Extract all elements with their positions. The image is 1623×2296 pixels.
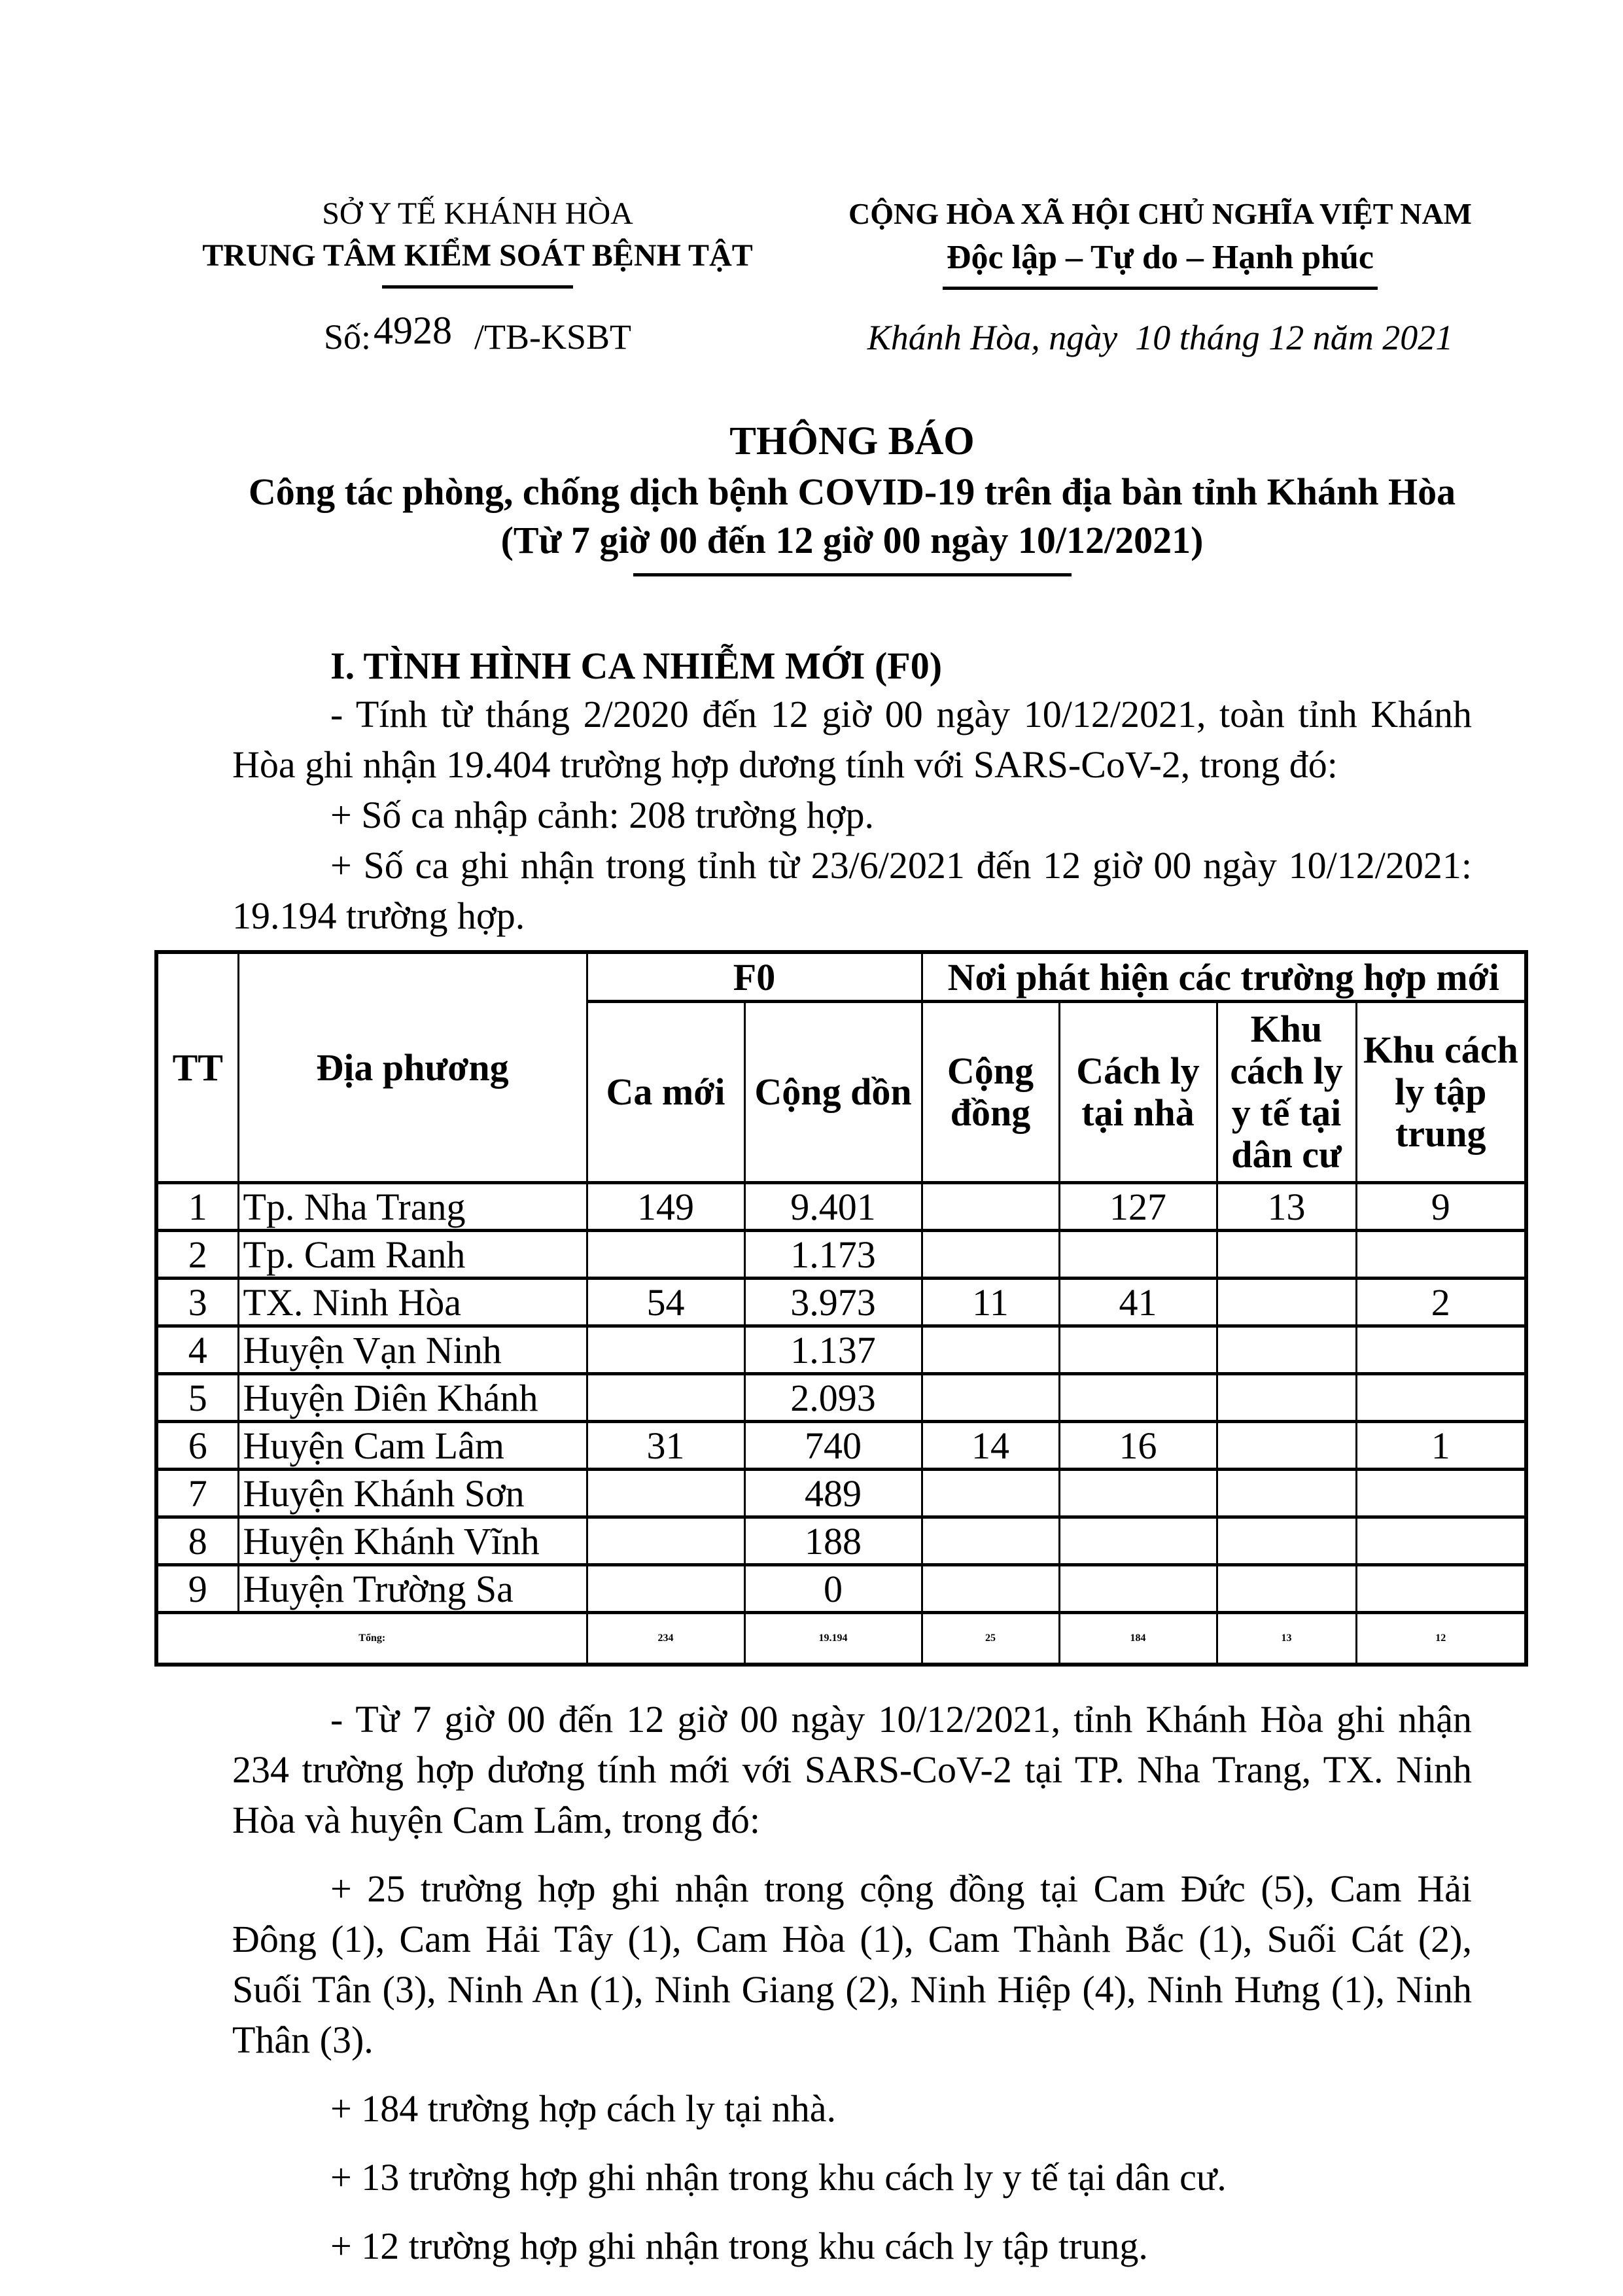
cell-medical-quarantine xyxy=(1217,1470,1356,1517)
national-header-block xyxy=(809,195,1512,359)
cell-medical-quarantine xyxy=(1217,1326,1356,1374)
cell-new-cases xyxy=(587,1470,744,1517)
column-group-location: Nơi phát hiện các trường hợp mới xyxy=(922,952,1526,1002)
motto-underline xyxy=(943,287,1378,290)
document-number-suffix: /TB-KSBT xyxy=(474,317,632,357)
cell-tt: 4 xyxy=(156,1326,238,1374)
cell-cumulative: 740 xyxy=(744,1422,922,1470)
paragraph: + 25 trường hợp ghi nhận trong cộng đồng tại Cam Đức (5), Cam Hải Đông (1), Cam Hải Tây (1), Cam Hòa (1), Cam Thành Bắc (1), Suối Cát (2), Suối Tân (3), Ninh An (1), Ninh Giang (2), Ninh Hiệp (4), Ninh Hưng (1), Ninh Thân (3). xyxy=(232,1867,1472,2061)
cell-new-cases xyxy=(587,1517,744,1565)
place-date-line: Khánh Hòa, ngày 10 tháng 12 năm 2021 xyxy=(867,318,1454,357)
column-header-tt: TT xyxy=(156,952,238,1183)
paragraph: - Từ 7 giờ 00 đến 12 giờ 00 ngày 10/12/2021, tỉnh Khánh Hòa ghi nhận 234 trường hợp dương tính mới với SARS-CoV-2 tại TP. Nha Trang, TX. Ninh Hòa và huyện Cam Lâm, trong đó: xyxy=(232,1698,1472,1841)
document-number-prefix: Số: xyxy=(323,317,371,357)
total-centralized-quarantine: 12 xyxy=(1356,1613,1526,1665)
cell-centralized-quarantine: 1 xyxy=(1356,1422,1526,1470)
cell-tt: 3 xyxy=(156,1279,238,1326)
cell-medical-quarantine xyxy=(1217,1374,1356,1422)
cell-new-cases: 31 xyxy=(587,1422,744,1470)
cell-centralized-quarantine xyxy=(1356,1326,1526,1374)
cell-community xyxy=(922,1470,1059,1517)
table-row xyxy=(156,1470,1526,1517)
cell-district: Huyện Khánh Sơn xyxy=(238,1470,587,1517)
cell-home-quarantine xyxy=(1059,1565,1217,1613)
cell-centralized-quarantine xyxy=(1356,1470,1526,1517)
cell-centralized-quarantine xyxy=(1356,1231,1526,1279)
covid-cases-table xyxy=(154,950,1528,1667)
section-body xyxy=(232,689,1472,941)
total-home-quarantine: 184 xyxy=(1059,1613,1217,1665)
total-community: 25 xyxy=(922,1613,1059,1665)
cell-tt: 8 xyxy=(156,1517,238,1565)
cell-cumulative: 2.093 xyxy=(744,1374,922,1422)
cell-centralized-quarantine xyxy=(1356,1565,1526,1613)
cell-new-cases xyxy=(587,1374,744,1422)
cell-community: 11 xyxy=(922,1279,1059,1326)
table-row xyxy=(156,1374,1526,1422)
document-header xyxy=(0,0,1623,359)
agency-underline xyxy=(382,285,573,289)
paragraph: + 13 trường hợp ghi nhận trong khu cách ly y tế tại dân cư. xyxy=(330,2156,1227,2199)
document-title-block xyxy=(232,419,1472,576)
table-row xyxy=(156,1517,1526,1565)
after-table-body xyxy=(232,1694,1472,2271)
cell-home-quarantine xyxy=(1059,1326,1217,1374)
parent-agency-name: SỞ Y TẾ KHÁNH HÒA xyxy=(322,196,633,231)
cell-district: Huyện Diên Khánh xyxy=(238,1374,587,1422)
document-number-line xyxy=(157,309,798,359)
issuing-agency-block xyxy=(157,195,798,359)
column-header-community: Cộng đồng xyxy=(922,1002,1059,1183)
title-underline xyxy=(633,573,1072,576)
cell-new-cases: 149 xyxy=(587,1183,744,1231)
cell-new-cases xyxy=(587,1231,744,1279)
table-body xyxy=(156,1183,1526,1613)
cell-home-quarantine: 127 xyxy=(1059,1183,1217,1231)
table-row xyxy=(156,1279,1526,1326)
table-total-row xyxy=(156,1613,1526,1665)
column-header-home-quarantine: Cách ly tại nhà xyxy=(1059,1002,1217,1183)
cell-home-quarantine: 16 xyxy=(1059,1422,1217,1470)
cell-cumulative: 0 xyxy=(744,1565,922,1613)
cell-district: Huyện Trường Sa xyxy=(238,1565,587,1613)
table-header xyxy=(156,952,1526,1183)
cell-centralized-quarantine xyxy=(1356,1517,1526,1565)
issuing-agency-name: TRUNG TÂM KIỂM SOÁT BỆNH TẬT xyxy=(202,238,753,273)
cell-home-quarantine xyxy=(1059,1470,1217,1517)
total-new-cases: 234 xyxy=(587,1613,744,1665)
paragraph: + Số ca ghi nhận trong tỉnh từ 23/6/2021 đến 12 giờ 00 ngày 10/12/2021: 19.194 trường hợp. xyxy=(232,844,1472,937)
national-title: CỘNG HÒA XÃ HỘI CHỦ NGHĨA VIỆT NAM xyxy=(848,197,1472,230)
paragraph: + 184 trường hợp cách ly tại nhà. xyxy=(330,2087,836,2130)
cell-home-quarantine xyxy=(1059,1517,1217,1565)
cell-new-cases: 54 xyxy=(587,1279,744,1326)
cell-home-quarantine xyxy=(1059,1231,1217,1279)
cell-medical-quarantine xyxy=(1217,1279,1356,1326)
column-header-centralized-quarantine: Khu cách ly tập trung xyxy=(1356,1002,1526,1183)
total-label: Tổng: xyxy=(156,1613,587,1665)
cell-tt: 6 xyxy=(156,1422,238,1470)
cell-cumulative: 1.137 xyxy=(744,1326,922,1374)
column-header-cumulative: Cộng dồn xyxy=(744,1002,922,1183)
table-row xyxy=(156,1422,1526,1470)
cell-district: Huyện Cam Lâm xyxy=(238,1422,587,1470)
cell-community: 14 xyxy=(922,1422,1059,1470)
document-subtitle: Công tác phòng, chống dịch bệnh COVID-19 trên địa bàn tỉnh Khánh Hòa xyxy=(248,470,1456,513)
total-medical-quarantine: 13 xyxy=(1217,1613,1356,1665)
column-header-medical-quarantine: Khu cách ly y tế tại dân cư xyxy=(1217,1002,1356,1183)
cell-new-cases xyxy=(587,1565,744,1613)
table-header-group-row xyxy=(156,952,1526,1002)
total-cumulative: 19.194 xyxy=(744,1613,922,1665)
cell-medical-quarantine xyxy=(1217,1231,1356,1279)
cell-medical-quarantine xyxy=(1217,1565,1356,1613)
column-header-district: Địa phương xyxy=(238,952,587,1183)
paragraph: - Tính từ tháng 2/2020 đến 12 giờ 00 ngày 10/12/2021, toàn tỉnh Khánh Hòa ghi nhận 19.404 trường hợp dương tính với SARS-CoV-2, trong đó: xyxy=(232,693,1472,786)
cell-district: Huyện Khánh Vĩnh xyxy=(238,1517,587,1565)
cell-tt: 2 xyxy=(156,1231,238,1279)
cell-cumulative: 9.401 xyxy=(744,1183,922,1231)
cell-district: Huyện Vạn Ninh xyxy=(238,1326,587,1374)
cell-community xyxy=(922,1183,1059,1231)
cell-cumulative: 1.173 xyxy=(744,1231,922,1279)
cell-medical-quarantine xyxy=(1217,1517,1356,1565)
cell-cumulative: 188 xyxy=(744,1517,922,1565)
cell-home-quarantine: 41 xyxy=(1059,1279,1217,1326)
cell-district: Tp. Nha Trang xyxy=(238,1183,587,1231)
document-number-value: 4928 xyxy=(374,309,452,352)
document-title: THÔNG BÁO xyxy=(729,419,975,463)
column-header-new-cases: Ca mới xyxy=(587,1002,744,1183)
column-group-f0: F0 xyxy=(587,952,922,1002)
cell-tt: 9 xyxy=(156,1565,238,1613)
section-heading: I. TÌNH HÌNH CA NHIỄM MỚI (F0) xyxy=(330,645,943,687)
cell-district: Tp. Cam Ranh xyxy=(238,1231,587,1279)
cell-centralized-quarantine: 9 xyxy=(1356,1183,1526,1231)
national-motto: Độc lập – Tự do – Hạnh phúc xyxy=(947,239,1374,276)
cell-district: TX. Ninh Hòa xyxy=(238,1279,587,1326)
cell-medical-quarantine xyxy=(1217,1422,1356,1470)
table-row xyxy=(156,1565,1526,1613)
cell-community xyxy=(922,1231,1059,1279)
cell-home-quarantine xyxy=(1059,1374,1217,1422)
cell-cumulative: 3.973 xyxy=(744,1279,922,1326)
document-period: (Từ 7 giờ 00 đến 12 giờ 00 ngày 10/12/2021) xyxy=(500,519,1204,561)
table-row xyxy=(156,1183,1526,1231)
paragraph: + Số ca nhập cảnh: 208 trường hợp. xyxy=(330,794,875,836)
cell-medical-quarantine: 13 xyxy=(1217,1183,1356,1231)
cell-centralized-quarantine: 2 xyxy=(1356,1279,1526,1326)
cell-centralized-quarantine xyxy=(1356,1374,1526,1422)
cell-community xyxy=(922,1326,1059,1374)
cell-tt: 1 xyxy=(156,1183,238,1231)
cell-community xyxy=(922,1374,1059,1422)
cell-tt: 5 xyxy=(156,1374,238,1422)
table-row xyxy=(156,1231,1526,1279)
table-row xyxy=(156,1326,1526,1374)
cell-tt: 7 xyxy=(156,1470,238,1517)
cell-new-cases xyxy=(587,1326,744,1374)
paragraph: + 12 trường hợp ghi nhận trong khu cách ly tập trung. xyxy=(330,2225,1148,2267)
cell-community xyxy=(922,1517,1059,1565)
cell-community xyxy=(922,1565,1059,1613)
cell-cumulative: 489 xyxy=(744,1470,922,1517)
